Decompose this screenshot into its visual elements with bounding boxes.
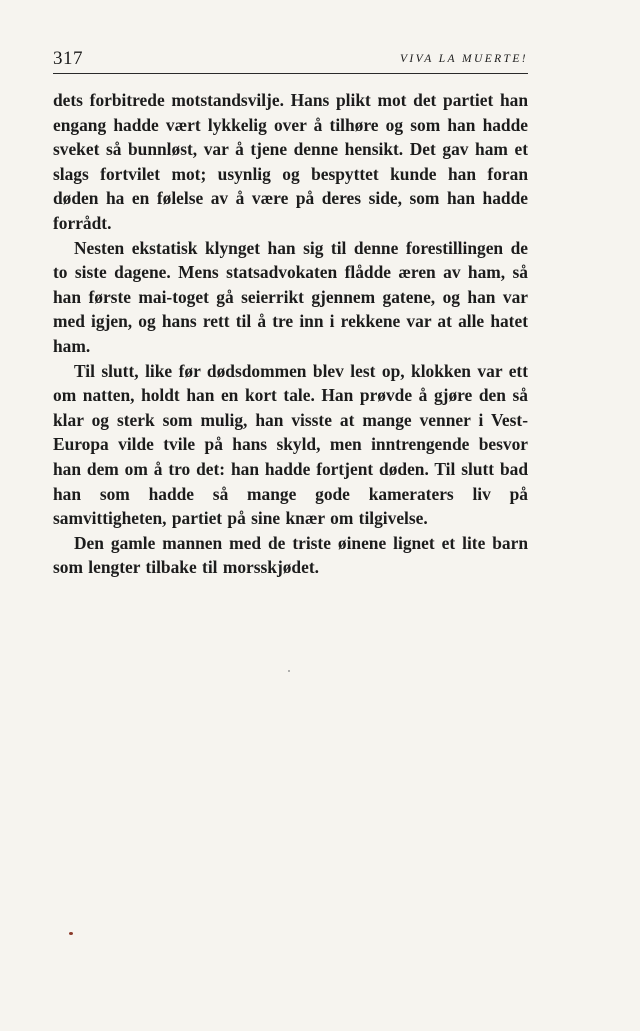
paragraph-2: Nesten ekstatisk klynget han sig til denne forestillingen de to siste dagene. Mens statsadvokaten flådde æren av ham, så han første mai-toget gå seierrikt gjennem gatene, og han var med igjen, og hans rett til å tre inn i rekkene var at alle hatet ham.: [53, 237, 528, 356]
running-title: VIVA LA MUERTE!: [400, 53, 528, 65]
running-head: [53, 46, 528, 74]
paragraph-4: Den gamle mannen med de triste øinene lignet et lite barn som lengter tilbake til morsskjødet.: [53, 532, 528, 578]
page-number: 317: [53, 48, 83, 69]
header-rule: [53, 73, 528, 74]
paragraph-1: dets forbitrede motstandsvilje. Hans plikt mot det partiet han engang hadde vært lykkelig over å tilhøre og som han hadde sveket så bunnløst, var å tjene denne hensikt. Det gav ham et slags fortvilet mot; usynlig og bespyttet kunde han foran døden ha en følelse av å være på deres side, som han hadde forrådt.: [53, 90, 528, 233]
paper-speck: [288, 670, 290, 672]
body-text: [53, 88, 528, 580]
ink-speck: [69, 932, 73, 935]
paragraph-3: Til slutt, like før dødsdommen blev lest op, klokken var ett om natten, holdt han en kort tale. Han prøvde å gjøre den så klar og sterk som mulig, han visste at mange venner i Vest-Europa vilde tvile på hans skyld, men inntrengende besvor han dem om å tro det: han hadde fortjent døden. Til slutt bad han som hadde så mange gode kameraters liv på samvittigheten, partiet på sine knær om tilgivelse.: [53, 360, 528, 529]
